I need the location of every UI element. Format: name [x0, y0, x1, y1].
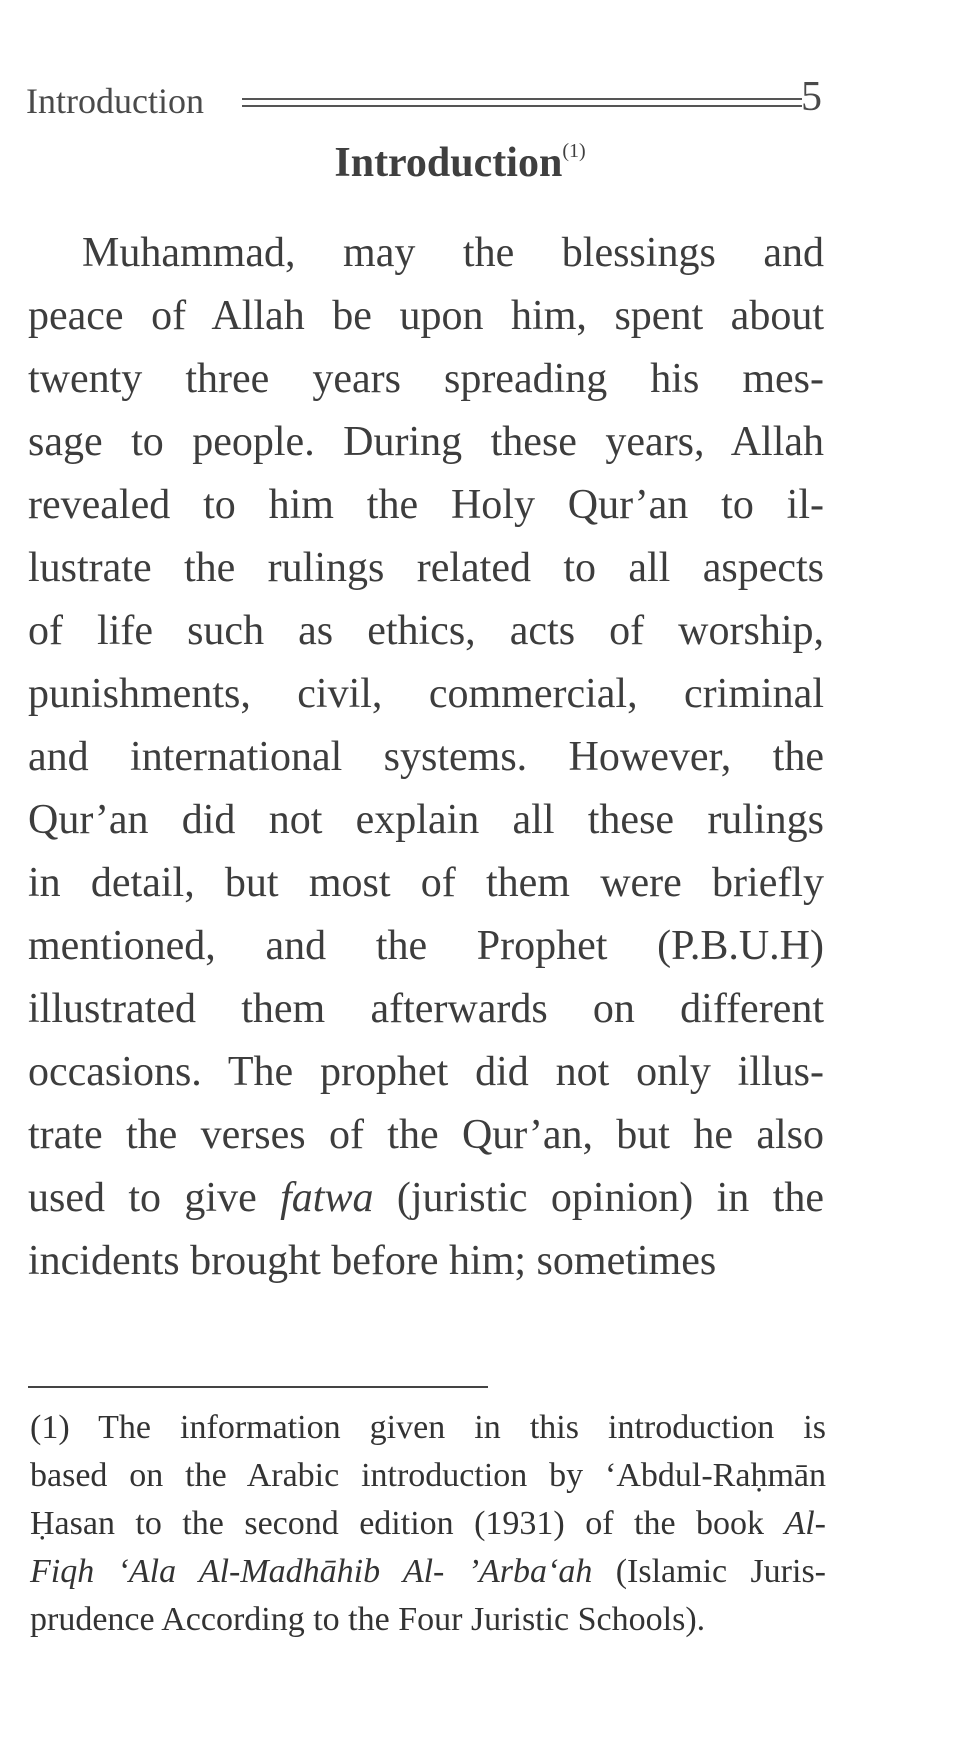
body-line: peace of Allah be upon him, spent about [28, 293, 824, 339]
chapter-title: Introduction [334, 140, 563, 186]
body-line: Qur’an did not explain all these rulings [28, 797, 824, 843]
body-line: illustrated them afterwards on different [28, 986, 824, 1032]
body-line: and international systems. However, the [28, 734, 824, 780]
footnote-line: Fiqh ‘Ala Al-Madhāhib Al- ’Arba‘ah (Islamic Juris- [30, 1553, 827, 1590]
footnote-line: Ḥasan to the second edition (1931) of the book Al- [30, 1505, 826, 1542]
body-line: Muhammad, may the blessings and [82, 230, 824, 276]
body-line: incidents brought before him; sometimes [28, 1238, 717, 1284]
footnote-line: prudence According to the Four Juristic Schools). [30, 1601, 706, 1638]
italic-term-fatwa: fatwa [280, 1175, 374, 1221]
footnote-line: based on the Arabic introduction by ‘Abdul-Raḥmān [30, 1457, 826, 1494]
body-line: mentioned, and the Prophet (P.B.U.H) [28, 923, 824, 969]
header-double-rule [242, 98, 802, 108]
footnote [30, 1404, 826, 1644]
running-header [26, 74, 822, 128]
footnote-separator [28, 1386, 488, 1388]
body-line: revealed to him the Holy Qur’an to il- [28, 482, 824, 528]
italic-book-title: Fiqh ‘Ala Al-Madhāhib Al- ’Arba‘ah [30, 1553, 593, 1590]
body-line: in detail, but most of them were briefly [28, 860, 824, 906]
body-line: twenty three years spreading his mes- [28, 356, 824, 402]
footnote-line: (1) The information given in this introduction is [30, 1409, 826, 1446]
chapter-heading [0, 136, 960, 190]
page-number: 5 [801, 74, 822, 120]
running-header-title: Introduction [26, 81, 204, 121]
footnote-reference: (1) [562, 140, 586, 162]
body-line: occasions. The prophet did not only illus- [28, 1049, 824, 1095]
body-line: punishments, civil, commercial, criminal [28, 671, 824, 717]
italic-book-title: Al- [784, 1505, 826, 1542]
body-line: sage to people. During these years, Allah [28, 419, 824, 465]
body-line: lustrate the rulings related to all aspects [28, 545, 824, 591]
body-line: of life such as ethics, acts of worship, [28, 608, 824, 654]
body-line-with-italic: used to give fatwa (juristic opinion) in the [28, 1175, 824, 1221]
body-line: trate the verses of the Qur’an, but he also [28, 1112, 824, 1158]
body-paragraph [28, 222, 824, 1293]
